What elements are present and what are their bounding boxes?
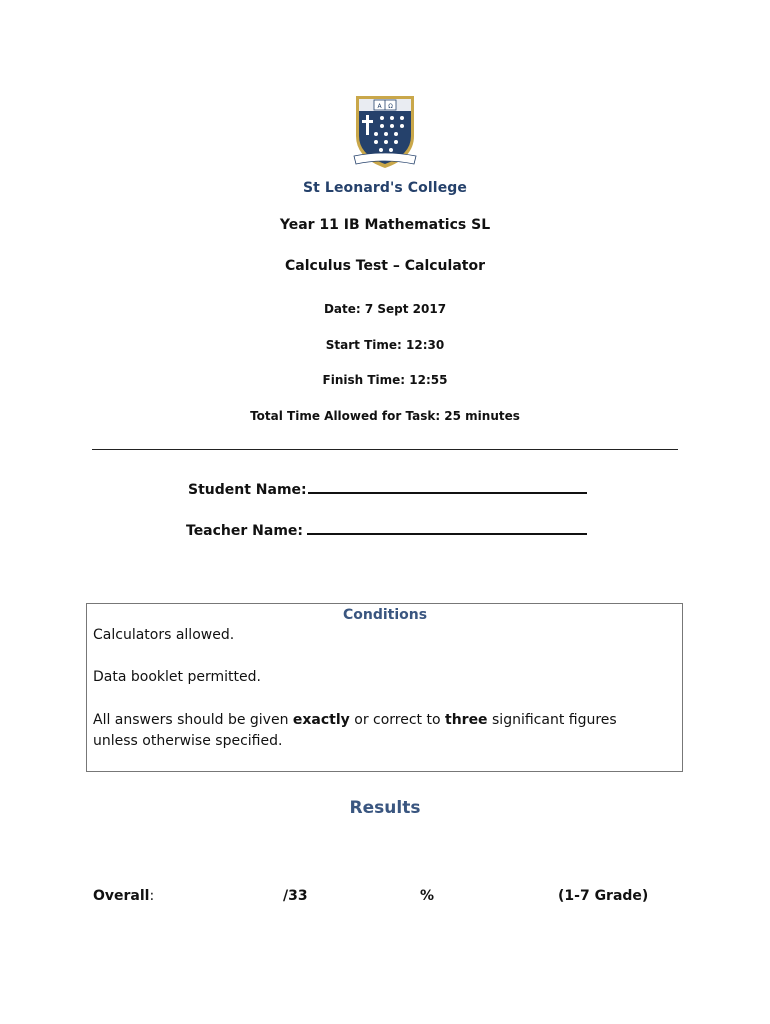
student-name-field[interactable] [188, 478, 587, 498]
results-heading: Results [349, 798, 421, 818]
condition-answers-text-c: or correct to [349, 712, 445, 728]
teacher-name-label: Teacher Name: [186, 523, 304, 539]
svg-text:Ω: Ω [388, 103, 393, 110]
condition-answers-three: three [445, 712, 488, 728]
student-name-blank[interactable] [308, 478, 587, 494]
overall-percent: % [420, 888, 435, 904]
svg-text:A: A [377, 103, 382, 110]
conditions-heading: Conditions [342, 607, 428, 623]
crest-shield-icon [352, 92, 418, 174]
teacher-name-blank[interactable] [307, 519, 587, 535]
condition-answers-text-a: All answers should be given [93, 712, 293, 728]
condition-answers-text-e: significant figures unless otherwise specified. [93, 712, 617, 749]
start-time: Start Time: 12:30 [325, 338, 445, 352]
college-name: St Leonard's College [302, 180, 468, 196]
condition-answers-exactly: exactly [292, 712, 350, 728]
test-date: Date: 7 Sept 2017 [323, 302, 447, 316]
horizontal-divider [92, 449, 678, 450]
finish-time: Finish Time: 12:55 [322, 373, 448, 387]
overall-grade: (1-7 Grade) [558, 888, 649, 904]
overall-colon: : [149, 888, 155, 904]
test-title: Calculus Test – Calculator [285, 258, 485, 274]
overall-label [93, 888, 154, 904]
teacher-name-field[interactable] [186, 519, 587, 539]
college-crest-logo [352, 92, 418, 174]
condition-answers [93, 710, 663, 752]
overall-label-text: Overall [93, 888, 150, 904]
condition-data-booklet: Data booklet permitted. [93, 669, 261, 685]
total-time: Total Time Allowed for Task: 25 minutes [250, 409, 520, 423]
overall-out-of: /33 [283, 888, 308, 904]
course-title: Year 11 IB Mathematics SL [279, 217, 491, 233]
condition-calculators: Calculators allowed. [93, 627, 235, 643]
student-name-label: Student Name: [188, 482, 307, 498]
